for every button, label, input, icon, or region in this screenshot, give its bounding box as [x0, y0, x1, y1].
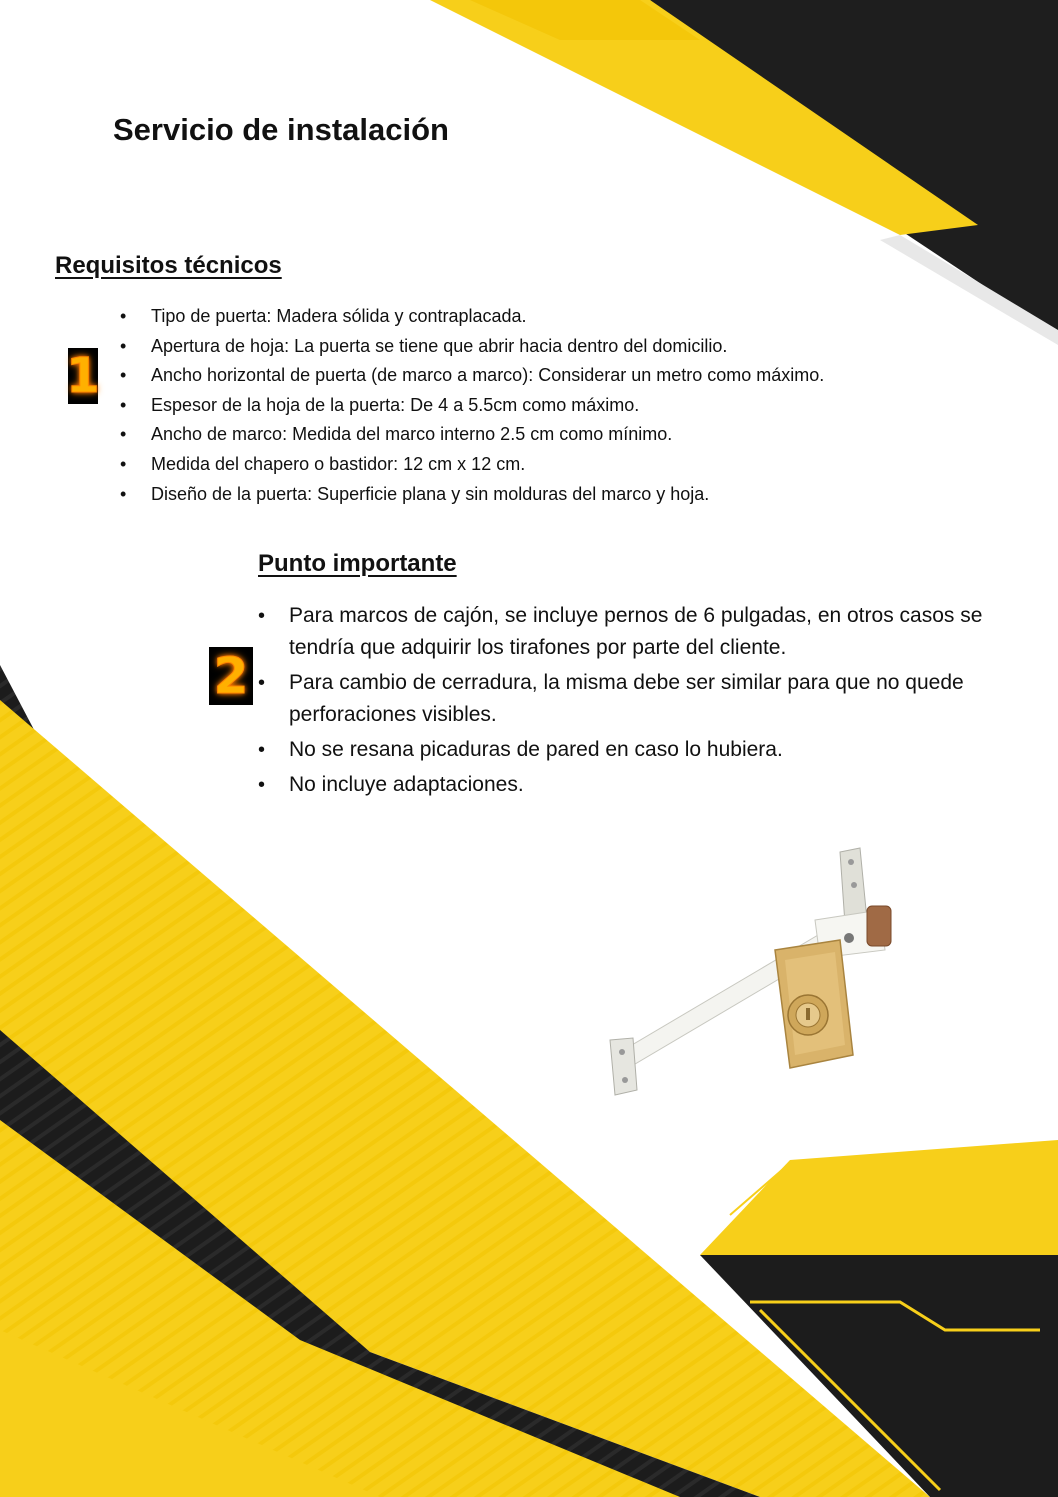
list-item: • No se resana picaduras de pared en caso lo hubiera.	[256, 734, 1036, 766]
list-item: • Medida del chapero o bastidor: 12 cm x 12 cm.	[120, 450, 1020, 480]
list-item: • Apertura de hoja: La puerta se tiene que abrir hacia dentro del domicilio.	[120, 332, 1020, 362]
list-item: • Espesor de la hoja de la puerta: De 4 a 5.5cm como máximo.	[120, 391, 1020, 421]
requisitos-list	[120, 302, 1020, 509]
list-item: • Diseño de la puerta: Superficie plana y sin molduras del marco y hoja.	[120, 480, 1020, 510]
importante-heading: Punto importante	[258, 550, 457, 577]
requisitos-heading: Requisitos técnicos	[55, 252, 282, 279]
list-item: • Tipo de puerta: Madera sólida y contraplacada.	[120, 302, 1020, 332]
page-title: Servicio de instalación	[113, 112, 449, 147]
number-two-badge: 2	[209, 647, 253, 705]
list-item: • Ancho de marco: Medida del marco interno 2.5 cm como mínimo.	[120, 420, 1020, 450]
importante-list	[256, 600, 1036, 804]
number-one-badge: 1	[66, 348, 100, 404]
list-item: • Para marcos de cajón, se incluye pernos de 6 pulgadas, en otros casos se tendría que adquirir los tirafones por parte del cliente.	[256, 600, 1036, 664]
surface-lock-icon	[605, 840, 905, 1105]
list-item: • No incluye adaptaciones.	[256, 769, 1036, 801]
list-item: • Para cambio de cerradura, la misma debe ser similar para que no quede perforaciones visibles.	[256, 667, 1036, 731]
list-item: • Ancho horizontal de puerta (de marco a marco): Considerar un metro como máximo.	[120, 361, 1020, 391]
